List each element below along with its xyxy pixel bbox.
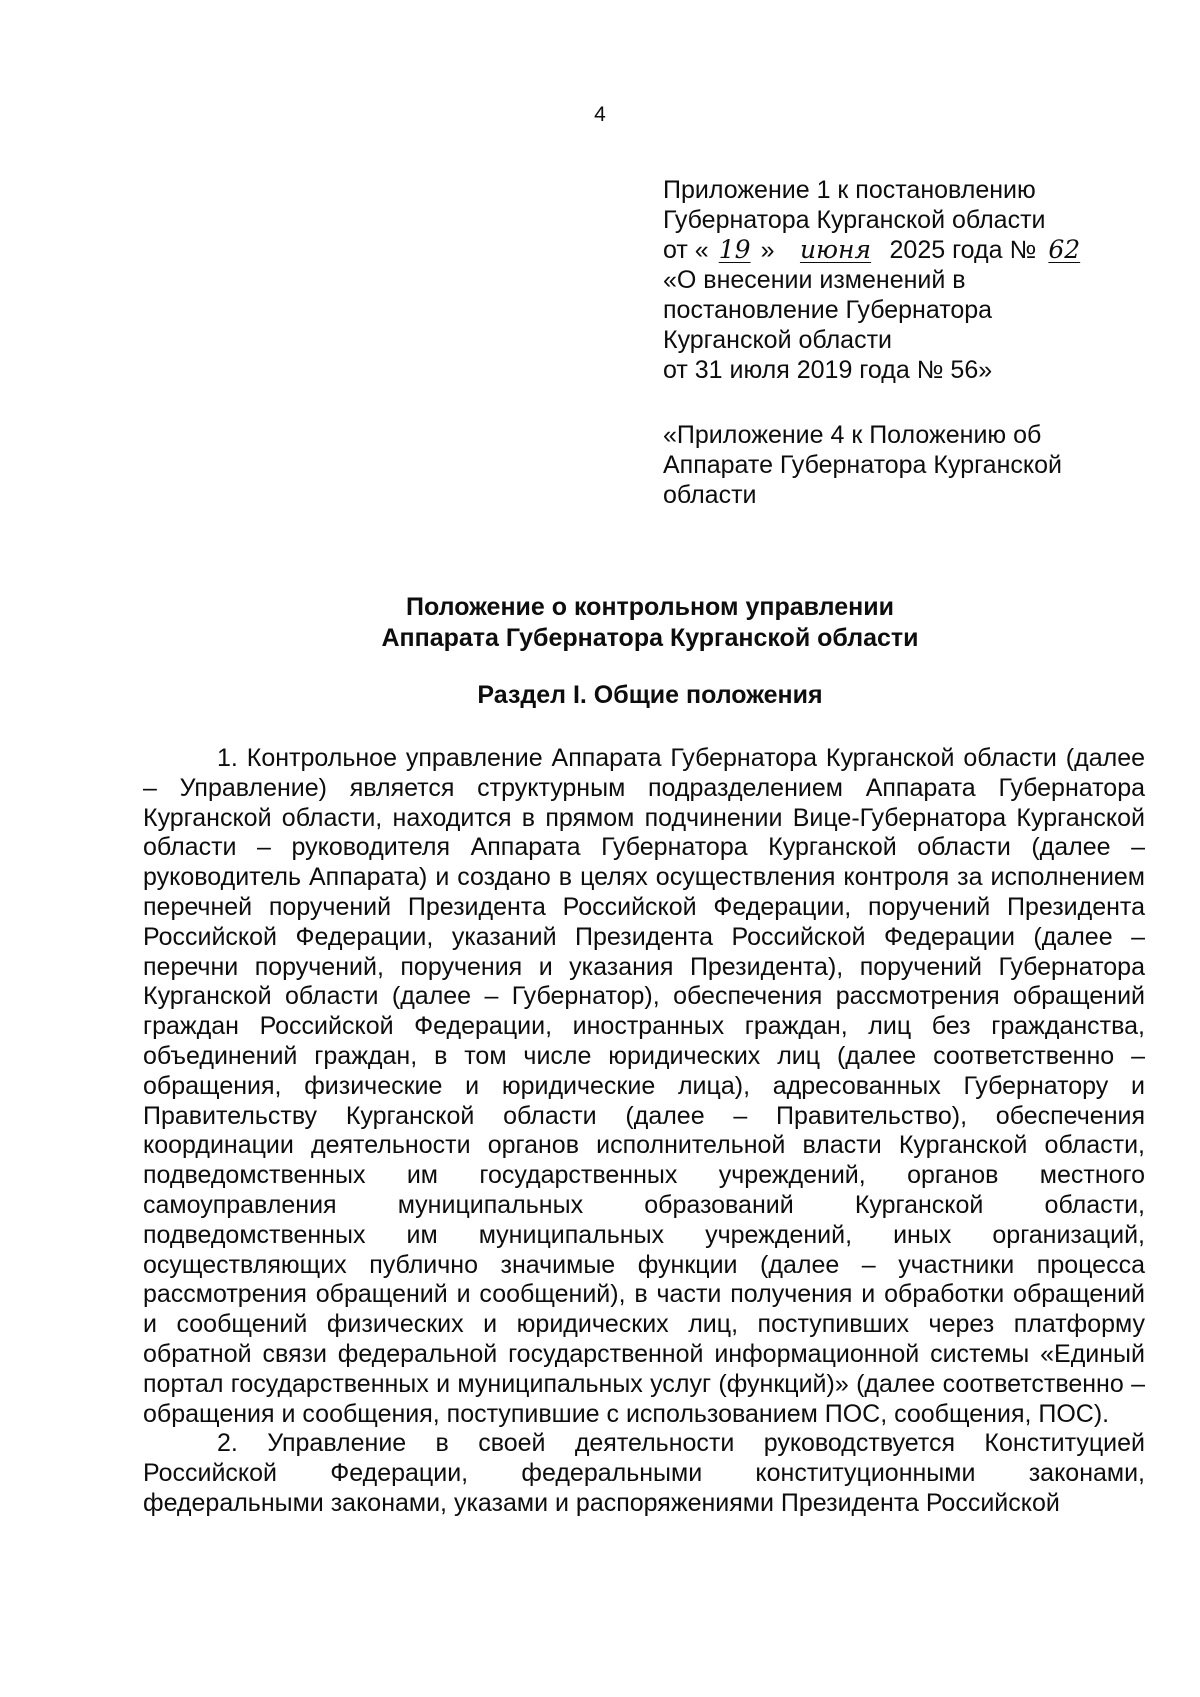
- section-heading: Раздел I. Общие положения: [477, 681, 823, 709]
- handwritten-day: 19: [718, 235, 751, 264]
- attachment-line: Курганской области: [663, 326, 893, 354]
- appendix-line: области: [663, 481, 757, 509]
- document-title: [0, 592, 1200, 654]
- paragraph: 2. Управление в своей деятельности руководствуется Конституцией Российской Федерации, федеральными конституционными законами, федеральными законами, указами и распоряжениями Президента Российской: [143, 1429, 1145, 1517]
- attachment-block: [663, 175, 1123, 385]
- attachment-date-line: [663, 235, 1123, 265]
- appendix-line: Аппарате Губернатора Курганской: [663, 451, 1062, 479]
- attachment-line: «О внесении изменений в: [663, 266, 966, 294]
- paragraph: 1. Контрольное управление Аппарата Губернатора Курганской области (далее – Управление) является структурным подразделением Аппарата Губернатора Курганской области, находится в прямом подчинении Вице-Губернатора Курганской области – руководителя Аппарата Губернатора Курганской области (далее – руководитель Аппарата) и создано в целях осуществления контроля за исполнением перечней поручений Президента Российской Федерации, поручений Президента Российской Федерации, указаний Президента Российской Федерации (далее – перечни поручений, поручения и указания Президента), поручений Губернатора Курганской области (далее – Губернатор), обеспечения рассмотрения обращений граждан Российской Федерации, иностранных граждан, лиц без гражданства, объединений граждан, в том числе юридических лиц (далее соответственно – обращения, физические и юридические лица), адресованных Губернатору и Правительству Курганской области (далее – Правительство), обеспечения координации деятельности органов исполнительной власти Курганской области, подведомственных им государственных учреждений, органов местного самоуправления муниципальных образований Курганской области, подведомственных им муниципальных учреждений, иных организаций, осуществляющих публично значимые функции (далее – участники процесса рассмотрения обращений и сообщений), в части получения и обработки обращений и сообщений физических и юридических лиц, поступивших через платформу обратной связи федеральной государственной информационной системы «Единый портал государственных и муниципальных услуг (функций)» (далее соответственно – обращения и сообщения, поступившие с использованием ПОС, сообщения, ПОС).: [143, 744, 1145, 1428]
- attachment-line: от 31 июля 2019 года № 56»: [663, 356, 993, 384]
- attachment-line: постановление Губернатора: [663, 296, 993, 324]
- attachment-line: Губернатора Курганской области: [663, 206, 1046, 234]
- handwritten-month: июня: [799, 235, 872, 264]
- title-line: Аппарата Губернатора Курганской области: [381, 624, 919, 652]
- date-mid: »: [760, 236, 775, 264]
- attachment-line: Приложение 1 к постановлению: [663, 176, 1036, 204]
- page-number: 4: [594, 103, 606, 126]
- date-year: 2025 года №: [889, 236, 1037, 264]
- title-line: Положение о контрольном управлении: [406, 593, 894, 621]
- body-text: [143, 744, 1145, 1519]
- appendix-reference: [663, 420, 1123, 510]
- handwritten-number: 62: [1048, 235, 1081, 264]
- appendix-line: «Приложение 4 к Положению об: [663, 421, 1042, 449]
- date-prefix: от «: [663, 236, 709, 264]
